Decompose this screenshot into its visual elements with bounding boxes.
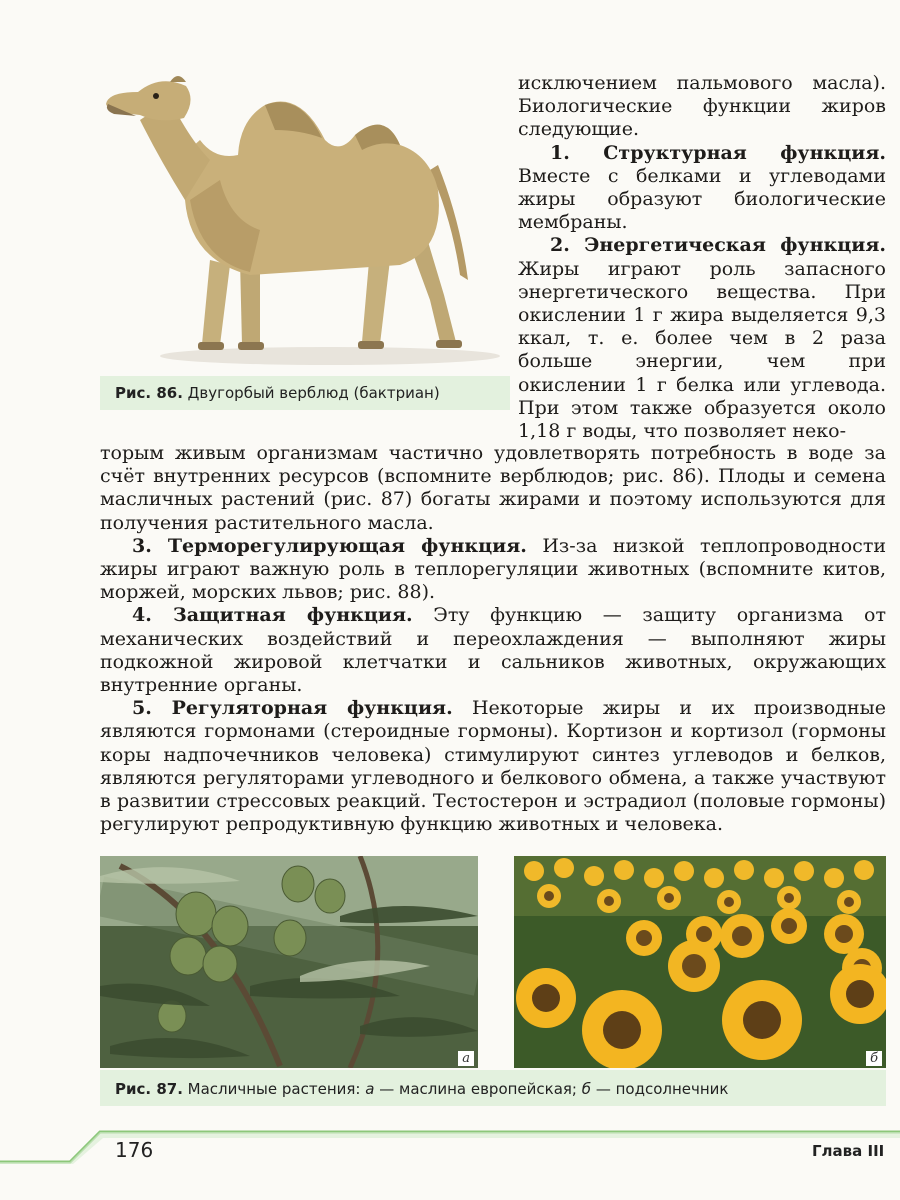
fig87-b-letter: б [581,1080,592,1098]
fig87-a-letter: а [365,1080,375,1098]
function-2-paragraph [518,234,886,443]
function-3-title: 3. Терморегулирующая функция. [132,534,527,557]
intro-paragraph: исключением пальмового масла). Биологические функции жиров следующие. [518,72,886,141]
photo-b-letter: б [866,1051,882,1066]
fig87-caption [115,1080,728,1098]
function-5-title: 5. Регуляторная функция. [132,697,453,720]
camel-illustration [100,60,510,372]
function-3-paragraph [100,535,886,605]
function-1-title: 1. Структурная функция. [550,141,886,164]
sunflower-photo [514,856,886,1068]
narrow-column [518,72,886,443]
fig86-caption-text: Двугорбый верблюд (бактриан) [187,384,440,402]
fig86-caption [115,384,440,402]
function-4-paragraph [100,604,886,697]
function-5-body: Некоторые жиры и их производные являются гормонами (стероидные гормоны). Кортизон и кортизол (гормоны коры надпочечников человека) стимулируют синтез углеводов и белков, являются регуляторами углеводного и белкового обмена, а также участвуют в развитии стрессовых реакций. Тестостерон и эстрадиол (половые гормоны) регулируют репродуктивную функцию животных и человека. [100,697,887,836]
fig87-label: Рис. 87. [115,1080,183,1098]
function-3-body: Из-за низкой теплопроводности жиры играют важную роль в теплорегуляции животных (вспомните китов, моржей, морских львов; рис. 88). [100,534,886,604]
function-2-body-start: Жиры играют роль запасного энергетического вещества. При окислении 1 г жира выделяется 9,3 ккал, т. е. более чем в 2 раза больше энергии, чем при окислении 1 г белка или углевода. При этом также образуется около 1,18 г воды, что позволяет неко- [518,257,886,443]
function-4-title: 4. Защитная функция. [132,604,413,627]
wide-column [100,442,886,836]
olive-drawing [100,856,478,1068]
chapter-label: Глава III [812,1142,885,1160]
function-1-body: Вместе с белками и углеводами жиры образуют биологические мембраны. [518,164,886,234]
function-1-paragraph [518,142,886,235]
olive-photo [100,856,478,1068]
photo-a-letter: а [458,1051,474,1066]
camel-drawing [100,60,510,372]
function-2-continuation: торым живым организмам частично удовлетворять потребность в воде за счёт внутренних ресурсов (вспомните верблюдов; рис. 86). Плоды и семена масличных растений (рис. 87) богаты жирами и поэтому используются для получения растительного масла. [100,442,886,534]
fig87-caption-prefix: Масличные растения: [187,1080,361,1098]
function-5-paragraph [100,697,886,836]
fig87-a-text: — маслина европейская; [379,1080,577,1098]
function-4-body: Эту функцию — защиту организма от механических воздействий и переохлаждения — выполняют жиры подкожной жировой клетчатки и сальников животных, окружающих внутренние органы. [100,604,886,697]
fig87-b-text: — подсолнечник [595,1080,729,1098]
sunflower-drawing [514,856,886,1068]
function-2-title: 2. Энергетическая функция. [550,234,886,257]
page-number: 176 [115,1138,154,1162]
fig86-label: Рис. 86. [115,384,183,402]
